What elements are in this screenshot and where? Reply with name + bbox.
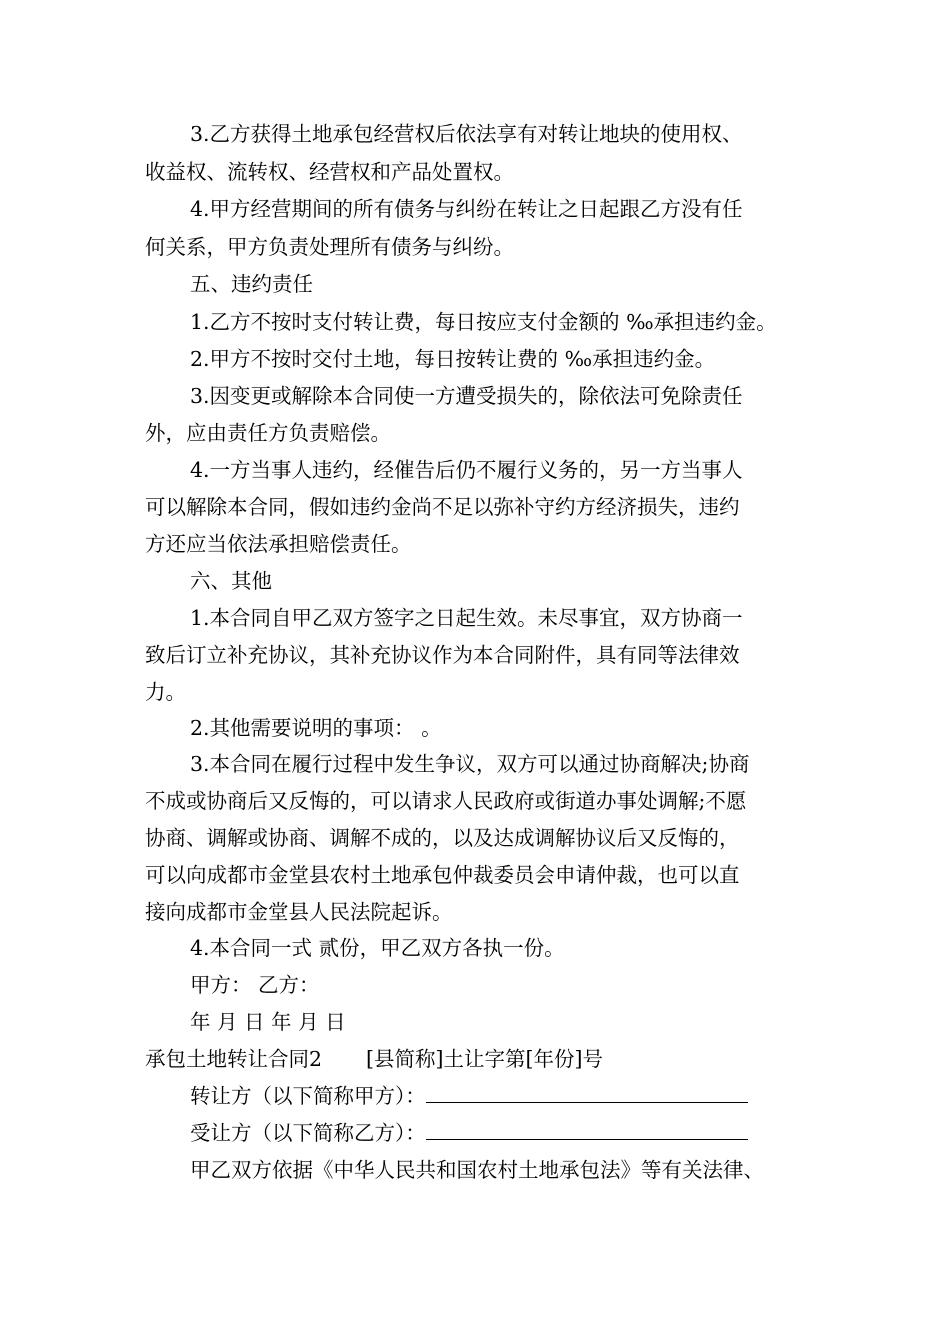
text-line: 方还应当依法承担赔偿责任。 bbox=[145, 532, 412, 556]
text-line: 不成或协商后又反悔的，可以请求人民政府或街道办事处调解;不愿 bbox=[145, 789, 747, 813]
contract-number: [县简称]土让字第[年份]号 bbox=[366, 1047, 604, 1071]
section-heading: 五、违约责任 bbox=[190, 272, 313, 296]
text-line: 可以向成都市金堂县农村土地承包仲裁委员会申请仲裁，也可以直 bbox=[145, 863, 740, 887]
text-line: 力。 bbox=[145, 680, 186, 704]
text-line: 4.甲方经营期间的所有债务与纠纷在转让之日起跟乙方没有任 bbox=[190, 197, 743, 221]
text-line: 1.本合同自甲乙双方签字之日起生效。未尽事宜，双方协商一 bbox=[190, 606, 743, 630]
text-line: 1.乙方不按时支付转让费，每日按应支付金额的 ‰承担违约金。 bbox=[190, 310, 777, 334]
text-line: 外，应由责任方负责赔偿。 bbox=[145, 421, 391, 445]
text-line: 3.本合同在履行过程中发生争议，双方可以通过协商解决;协商 bbox=[190, 752, 750, 776]
text-line: 可以解除本合同，假如违约金尚不足以弥补守约方经济损失，违约 bbox=[145, 495, 740, 519]
transferor-blank bbox=[426, 1084, 748, 1103]
text-line: 3.乙方获得土地承包经营权后依法享有对转让地块的使用权、 bbox=[190, 122, 743, 146]
section-heading: 六、其他 bbox=[190, 569, 272, 593]
transferor-line bbox=[190, 1084, 748, 1108]
text-line: 2.其他需要说明的事项： 。 bbox=[190, 716, 442, 740]
contract-header bbox=[145, 1047, 603, 1071]
transferee-label: 受让方（以下简称乙方）： bbox=[190, 1121, 426, 1145]
text-line: 何关系，甲方负责处理所有债务与纠纷。 bbox=[145, 235, 514, 259]
transferor-label: 转让方（以下简称甲方）： bbox=[190, 1084, 426, 1108]
text-line: 2.甲方不按时交付土地，每日按转让费的 ‰承担违约金。 bbox=[190, 347, 716, 371]
text-line: 4.一方当事人违约，经催告后仍不履行义务的，另一方当事人 bbox=[190, 458, 743, 482]
intro-line: 甲乙双方依据《中华人民共和国农村土地承包法》等有关法律、 bbox=[190, 1158, 764, 1182]
transferee-blank bbox=[426, 1121, 748, 1140]
text-line: 致后订立补充协议，其补充协议作为本合同附件，具有同等法律效 bbox=[145, 643, 740, 667]
date-line: 年 月 日 年 月 日 bbox=[190, 1010, 346, 1034]
text-line: 接向成都市金堂县人民法院起诉。 bbox=[145, 900, 453, 924]
transferee-line bbox=[190, 1121, 748, 1145]
text-line: 协商、调解或协商、调解不成的，以及达成调解协议后又反悔的， bbox=[145, 826, 740, 850]
contract-title: 承包土地转让合同2 bbox=[145, 1047, 323, 1071]
text-line: 3.因变更或解除本合同使一方遭受损失的，除依法可免除责任 bbox=[190, 384, 743, 408]
signature-line: 甲方： 乙方： bbox=[190, 973, 320, 997]
text-line: 4.本合同一式 贰份，甲乙双方各执一份。 bbox=[190, 936, 565, 960]
text-line: 收益权、流转权、经营权和产品处置权。 bbox=[145, 160, 514, 184]
